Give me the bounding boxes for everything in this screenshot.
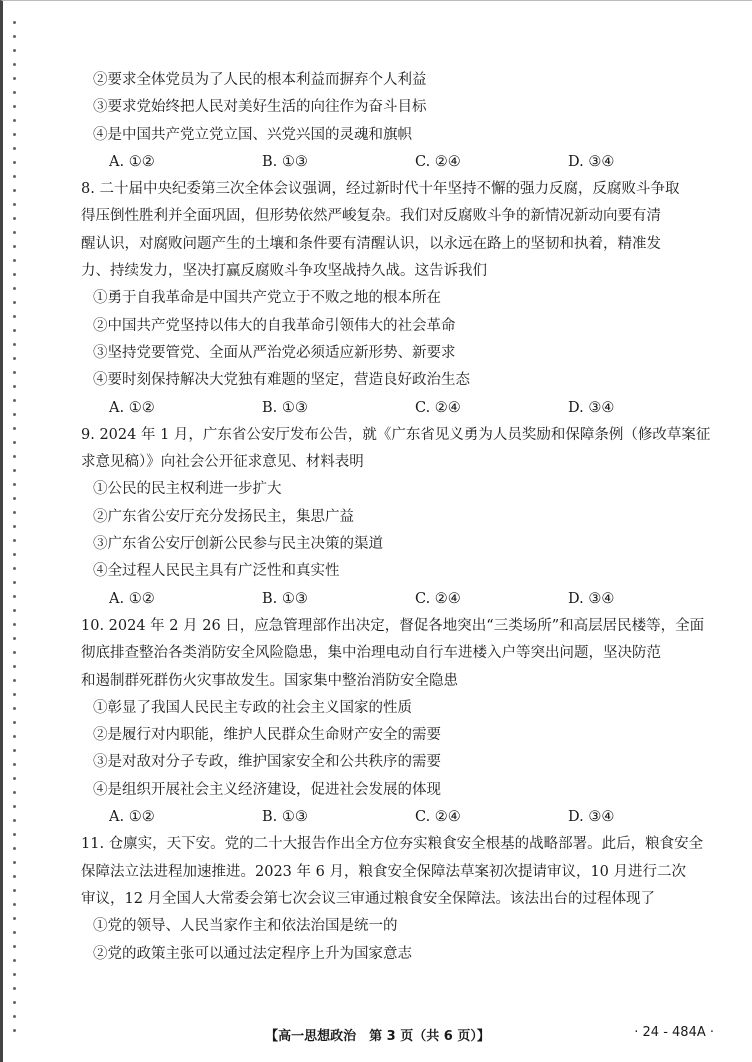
margin-dot [13,217,16,220]
answer-choices [81,804,731,831]
question-stem-line: 醒认识，对腐败问题产生的土壤和条件要有清醒认识，以永远在路上的坚韧和执着，精准发 [81,235,661,252]
question-stem-line: 8. 二十届中央纪委第三次全体会议强调，经过新时代十年坚持不懈的强力反腐，反腐败斗争取 [81,181,680,198]
margin-dot [13,147,16,150]
question-stem-line: 10. 2024 年 2 月 26 日，应急管理部作出决定，督促各地突出“三类场所”和高层居民楼等，全面 [81,617,705,634]
binding-margin [13,1,17,1062]
margin-dot [13,231,16,234]
margin-dot [13,707,16,710]
margin-dot [13,609,16,612]
option-line: ④是组织开展社会主义经济建设，促进社会发展的体现 [93,781,441,798]
choice-a: A. ①② [109,153,155,170]
choice-a: A. ①② [109,590,155,607]
margin-dot [13,105,16,108]
margin-dot [13,973,16,976]
margin-dot [13,623,16,626]
margin-dot [13,273,16,276]
margin-dot [13,917,16,920]
margin-dot [13,189,16,192]
margin-dot [13,791,16,794]
question-stem-line: 得压倒性胜利并全面巩固，但形势依然严峻复杂。我们对反腐败斗争的新情况新动向要有清 [81,208,661,225]
question-9 [81,422,731,613]
margin-dot [13,441,16,444]
margin-dot [13,665,16,668]
margin-dot [13,49,16,52]
margin-dot [13,539,16,542]
margin-dot [13,399,16,402]
margin-dot [13,847,16,850]
option-line: ②要求全体党员为了人民的根本利益而摒弃个人利益 [93,72,427,88]
margin-dot [13,735,16,738]
margin-dot [13,259,16,262]
margin-dot [13,245,16,248]
margin-dot [13,637,16,640]
margin-dot [13,553,16,556]
margin-dot [13,343,16,346]
footer-title: 【高一思想政治 第 3 页（共 6 页）】 [265,1029,490,1044]
margin-dot [13,455,16,458]
margin-dot [13,889,16,892]
choice-d: D. ③④ [568,399,615,416]
margin-dot [13,357,16,360]
margin-dot [13,805,16,808]
option-line: ③要求党始终把人民对美好生活的向往作为奋斗目标 [93,99,427,116]
choice-b: B. ①③ [262,590,308,607]
option-line: ①党的领导、人民当家作主和依法治国是统一的 [93,918,398,935]
option-line: ②党的政策主张可以通过法定程序上升为国家意志 [93,945,412,962]
margin-dot [13,133,16,136]
margin-dot [13,497,16,500]
margin-dot [13,35,16,38]
question-stem-line: 保障法立法进程加速推进。2023 年 6 月，粮食安全保障法草案初次提请审议，10 月进行二次 [81,863,687,880]
option-line: ④是中国共产党立党立国、兴党兴国的灵魂和旗帜 [93,126,412,143]
margin-dot [13,385,16,388]
answer-choices [81,149,731,176]
choice-b: B. ①③ [262,809,308,826]
margin-dot [13,581,16,584]
question-10 [81,613,731,831]
margin-dot [13,763,16,766]
margin-dot [13,413,16,416]
margin-dot [13,1001,16,1004]
margin-dot [13,651,16,654]
margin-dot [13,987,16,990]
question-stem-line: 11. 仓廪实，天下安。党的二十大报告作出全方位夯实粮食安全根基的战略部署。此后，粮食安全 [81,836,704,853]
option-line: ②是履行对内职能，维护人民群众生命财产安全的需要 [93,727,441,744]
margin-dot [13,861,16,864]
choice-d: D. ③④ [568,809,615,826]
margin-dot [13,595,16,598]
choice-a: A. ①② [109,809,155,826]
margin-dot [13,749,16,752]
choice-a: A. ①② [109,399,155,416]
question-stem-line: 9. 2024 年 1 月，广东省公安厅发布公告，就《广东省见义勇为人员奖励和保障条例（修改草案征 [81,426,711,443]
question-stem-line: 力、持续发力，坚决打赢反腐败斗争攻坚战持久战。这告诉我们 [81,263,487,280]
option-line: ④全过程人民民主具有广泛性和真实性 [93,563,340,580]
margin-dot [13,469,16,472]
margin-dot [13,301,16,304]
choice-d: D. ③④ [568,153,615,170]
margin-dot [13,721,16,724]
margin-dot [13,119,16,122]
question-11 [81,831,731,967]
option-line: ①彰显了我国人民民主专政的社会主义国家的性质 [93,699,412,716]
questions-area [81,67,731,968]
choice-d: D. ③④ [568,590,615,607]
question-8 [81,176,731,422]
margin-dot [13,931,16,934]
choice-b: B. ①③ [262,399,308,416]
margin-dot [13,483,16,486]
choice-c: C. ②④ [415,590,461,607]
margin-dot [13,693,16,696]
margin-dot [13,567,16,570]
margin-dot [13,427,16,430]
margin-dot [13,161,16,164]
margin-dot [13,91,16,94]
answer-choices [81,395,731,422]
margin-dot [13,903,16,906]
choice-c: C. ②④ [415,399,461,416]
option-line: ②广东省公安厅充分发扬民主，集思广益 [93,508,354,525]
margin-dot [13,175,16,178]
option-line: ③坚持党要管党、全面从严治党必须适应新形势、新要求 [93,344,456,361]
margin-dot [13,287,16,290]
margin-dot [13,875,16,878]
margin-dot [13,1015,16,1018]
question-stem-line: 求意见稿）》向社会公开征求意见、材料表明 [81,454,364,471]
margin-dot [13,679,16,682]
margin-dot [13,315,16,318]
answer-choices [81,586,731,613]
margin-dot [13,77,16,80]
margin-dot [13,329,16,332]
margin-dot [13,511,16,514]
margin-dot [13,21,16,24]
margin-dot [13,371,16,374]
margin-dot [13,777,16,780]
question-stem-line: 和遏制群死群伤火灾事故发生。国家集中整治消防安全隐患 [81,672,458,689]
margin-dot [13,819,16,822]
option-line: ③是对敌对分子专政，维护国家安全和公共秩序的需要 [93,754,441,771]
option-line: ④要时刻保持解决大党独有难题的坚定，营造良好政治生态 [93,372,470,389]
margin-dot [13,959,16,962]
question-7-tail [81,67,731,176]
margin-dot [13,945,16,948]
option-line: ①勇于自我革命是中国共产党立于不败之地的根本所在 [93,290,441,307]
option-line: ①公民的民主权利进一步扩大 [93,481,282,498]
choice-c: C. ②④ [415,153,461,170]
choice-b: B. ①③ [262,153,308,170]
option-line: ②中国共产党坚持以伟大的自我革命引领伟大的社会革命 [93,317,456,334]
question-stem-line: 彻底排查整治各类消防安全风险隐患，集中治理电动自行车进楼入户等突出问题，坚决防范 [81,645,661,662]
footer-code: · 24 - 484A · [634,1025,714,1040]
margin-dot [13,525,16,528]
choice-c: C. ②④ [415,809,461,826]
margin-dot [13,203,16,206]
margin-dot [13,833,16,836]
option-line: ③广东省公安厅创新公民参与民主决策的渠道 [93,536,383,553]
question-stem-line: 审议，12 月全国人大常委会第七次会议三审通过粮食安全保障法。该法出台的过程体现了 [81,890,656,907]
margin-dot [13,63,16,66]
